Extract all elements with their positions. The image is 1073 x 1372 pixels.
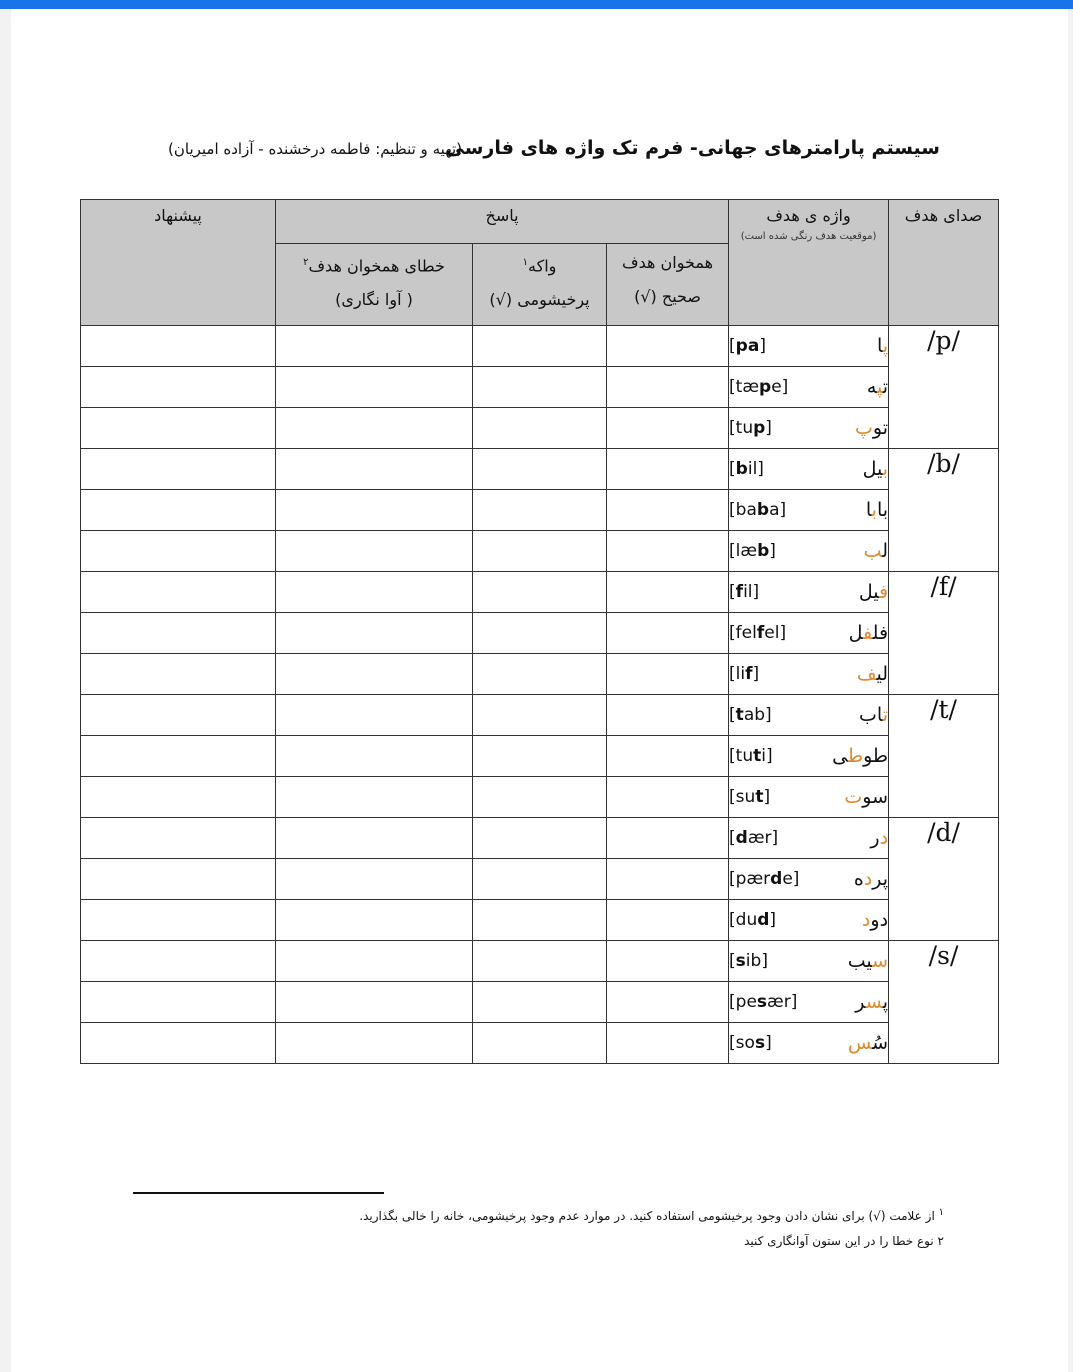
ipa-transcription: [læb] bbox=[729, 541, 776, 561]
target-word-cell bbox=[729, 736, 889, 777]
suggestion-cell[interactable] bbox=[81, 531, 276, 572]
target-word-cell bbox=[729, 941, 889, 982]
ipa-transcription: [baba] bbox=[729, 500, 787, 520]
form-credit: (تهیه و تنظیم: فاطمه درخشنده - آزاده امیریان) bbox=[168, 140, 463, 158]
persian-word bbox=[859, 581, 888, 603]
error-cell[interactable] bbox=[276, 326, 473, 367]
suggestion-cell[interactable] bbox=[81, 1023, 276, 1064]
ipa-transcription: [sut] bbox=[729, 787, 771, 807]
suggestion-cell[interactable] bbox=[81, 859, 276, 900]
ipa-target-segment: d bbox=[735, 828, 748, 848]
target-letter: پ bbox=[882, 335, 889, 357]
persian-word bbox=[857, 663, 888, 685]
target-letter: س bbox=[872, 950, 889, 972]
error-cell[interactable] bbox=[276, 695, 473, 736]
target-letter: ب bbox=[863, 540, 883, 562]
allophone-cell[interactable] bbox=[473, 736, 607, 777]
ipa-target-segment: s bbox=[756, 992, 768, 1012]
ipa-target-segment: b bbox=[756, 500, 770, 520]
target-sound-cell: /s/ bbox=[889, 941, 999, 1064]
target-letter: ط bbox=[847, 745, 864, 767]
allophone-cell[interactable] bbox=[473, 449, 607, 490]
word-part: ل bbox=[882, 540, 889, 562]
ipa-transcription: [fil] bbox=[729, 582, 760, 602]
table-row bbox=[81, 572, 999, 613]
word-part: سو bbox=[862, 786, 889, 808]
word-part: فل bbox=[872, 622, 889, 644]
word-part: ا bbox=[865, 499, 872, 521]
allophone-cell[interactable] bbox=[473, 326, 607, 367]
suggestion-cell[interactable] bbox=[81, 449, 276, 490]
ipa-segment: ær bbox=[747, 828, 772, 848]
suggestion-cell[interactable] bbox=[81, 777, 276, 818]
ipa-segment: ib bbox=[745, 951, 762, 971]
allophone-cell[interactable] bbox=[473, 900, 607, 941]
target-word-cell bbox=[729, 695, 889, 736]
target-word-cell bbox=[729, 531, 889, 572]
correct-cell[interactable] bbox=[607, 695, 729, 736]
ipa-target-segment: d bbox=[757, 910, 770, 930]
suggestion-cell[interactable] bbox=[81, 326, 276, 367]
target-word-cell bbox=[729, 777, 889, 818]
ipa-segment: e bbox=[782, 869, 793, 889]
suggestion-cell[interactable] bbox=[81, 941, 276, 982]
persian-word bbox=[863, 458, 888, 480]
ipa-segment: pe bbox=[735, 992, 757, 1012]
footnote-1: $^۱$ از علامت (√) برای نشان دادن وجود پرخیشومی استفاده کنید. در موارد عدم وجود پرخیشومی، خانه را خالی بگذارید. bbox=[359, 1207, 944, 1223]
persian-word bbox=[848, 950, 888, 972]
error-cell[interactable] bbox=[276, 408, 473, 449]
correct-cell[interactable] bbox=[607, 531, 729, 572]
word-part: طو bbox=[863, 745, 889, 767]
correct-cell[interactable] bbox=[607, 736, 729, 777]
error-cell[interactable] bbox=[276, 1023, 473, 1064]
suggestion-cell[interactable] bbox=[81, 736, 276, 777]
correct-cell[interactable] bbox=[607, 818, 729, 859]
error-cell[interactable] bbox=[276, 859, 473, 900]
target-word-cell bbox=[729, 408, 889, 449]
word-part: تو bbox=[872, 417, 889, 439]
ipa-segment: i bbox=[761, 746, 766, 766]
persian-word bbox=[855, 417, 888, 439]
col-allophone: واکه$^۱$ پرخیشومی (√) bbox=[473, 244, 607, 326]
table-row bbox=[81, 490, 999, 531]
ipa-transcription: [sos] bbox=[729, 1033, 772, 1053]
ipa-segment: il bbox=[747, 459, 758, 479]
word-part: ه bbox=[866, 376, 877, 398]
table-row bbox=[81, 408, 999, 449]
target-sound-cell: /d/ bbox=[889, 818, 999, 941]
assessment-table bbox=[80, 199, 999, 1064]
ipa-transcription: [tuti] bbox=[729, 746, 773, 766]
ipa-target-segment: b bbox=[735, 459, 748, 479]
target-word-cell bbox=[729, 900, 889, 941]
ipa-transcription: [felfel] bbox=[729, 623, 787, 643]
correct-cell[interactable] bbox=[607, 408, 729, 449]
col-target-word: واژه ی هدف (موقعیت هدف رنگی شده است) bbox=[729, 200, 889, 326]
target-letter: س bbox=[847, 1032, 873, 1054]
persian-word bbox=[844, 786, 888, 808]
correct-cell[interactable] bbox=[607, 367, 729, 408]
error-cell[interactable] bbox=[276, 613, 473, 654]
allophone-cell[interactable] bbox=[473, 408, 607, 449]
word-part: ه bbox=[853, 868, 864, 890]
table-row bbox=[81, 941, 999, 982]
table-row bbox=[81, 1023, 999, 1064]
footnote-separator bbox=[133, 1192, 384, 1194]
word-part: ل bbox=[848, 622, 864, 644]
word-part: ر bbox=[855, 991, 866, 1013]
ipa-target-segment: f bbox=[756, 623, 765, 643]
target-sound-cell: /p/ bbox=[889, 326, 999, 449]
target-word-cell bbox=[729, 326, 889, 367]
ipa-segment: pær bbox=[735, 869, 771, 889]
error-cell[interactable] bbox=[276, 736, 473, 777]
error-cell[interactable] bbox=[276, 654, 473, 695]
ipa-transcription: [tab] bbox=[729, 705, 772, 725]
table-row bbox=[81, 818, 999, 859]
suggestion-cell[interactable] bbox=[81, 818, 276, 859]
error-cell[interactable] bbox=[276, 531, 473, 572]
correct-cell[interactable] bbox=[607, 572, 729, 613]
suggestion-cell[interactable] bbox=[81, 572, 276, 613]
footnote-2: ۲ نوع خطا را در این ستون آوانگاری کنید bbox=[744, 1234, 944, 1248]
ipa-target-segment: d bbox=[770, 869, 783, 889]
word-part: ر bbox=[870, 827, 880, 849]
suggestion-cell[interactable] bbox=[81, 695, 276, 736]
correct-cell[interactable] bbox=[607, 613, 729, 654]
ipa-transcription: [sib] bbox=[729, 951, 768, 971]
word-part: پ bbox=[882, 991, 889, 1013]
persian-word bbox=[877, 335, 888, 357]
table-row bbox=[81, 326, 999, 367]
word-part: اب bbox=[859, 704, 883, 726]
table-row bbox=[81, 449, 999, 490]
ipa-target-segment: f bbox=[745, 664, 753, 684]
document-page bbox=[11, 9, 1068, 1372]
ipa-target-segment: p bbox=[759, 377, 772, 397]
ipa-transcription: [tup] bbox=[729, 418, 772, 438]
target-letter: ب bbox=[871, 499, 877, 521]
suggestion-cell[interactable] bbox=[81, 490, 276, 531]
target-letter: ت bbox=[844, 786, 863, 808]
word-part: سُ bbox=[872, 1032, 889, 1054]
persian-word bbox=[832, 745, 888, 767]
table-body bbox=[81, 326, 999, 1064]
ipa-transcription: [lif] bbox=[729, 664, 760, 684]
target-letter: د bbox=[861, 909, 871, 931]
allophone-cell[interactable] bbox=[473, 613, 607, 654]
col-response: پاسخ bbox=[276, 200, 729, 244]
target-word-cell bbox=[729, 572, 889, 613]
ipa-segment: e bbox=[771, 377, 782, 397]
allophone-cell[interactable] bbox=[473, 1023, 607, 1064]
ipa-segment: du bbox=[735, 910, 758, 930]
ipa-target-segment: f bbox=[735, 582, 744, 602]
col-error: خطای همخوان هدف$^۲$ ( آوا نگاری) bbox=[276, 244, 473, 326]
correct-cell[interactable] bbox=[607, 449, 729, 490]
ipa-segment: a bbox=[769, 500, 780, 520]
word-part: ا bbox=[876, 335, 883, 357]
persian-word bbox=[859, 704, 888, 726]
ipa-transcription: [pærde] bbox=[729, 869, 800, 889]
allophone-cell[interactable] bbox=[473, 859, 607, 900]
target-word-note: (موقعیت هدف رنگی شده است) bbox=[740, 231, 877, 242]
suggestion-cell[interactable] bbox=[81, 982, 276, 1023]
word-part: دو bbox=[870, 909, 889, 931]
ipa-transcription: [tæpe] bbox=[729, 377, 789, 397]
persian-word bbox=[855, 991, 888, 1013]
error-cell[interactable] bbox=[276, 490, 473, 531]
col-suggestion: پیشنهاد bbox=[81, 200, 276, 326]
ipa-segment: ab bbox=[743, 705, 766, 725]
correct-cell[interactable] bbox=[607, 859, 729, 900]
target-word-cell bbox=[729, 654, 889, 695]
ipa-target-segment: t bbox=[753, 746, 762, 766]
suggestion-cell[interactable] bbox=[81, 408, 276, 449]
correct-cell[interactable] bbox=[607, 1023, 729, 1064]
target-sound-cell: /f/ bbox=[889, 572, 999, 695]
table-row bbox=[81, 900, 999, 941]
error-cell[interactable] bbox=[276, 367, 473, 408]
target-sound-cell: /b/ bbox=[889, 449, 999, 572]
word-part: یب bbox=[847, 950, 873, 972]
target-word-cell bbox=[729, 449, 889, 490]
table-row bbox=[81, 654, 999, 695]
persian-word bbox=[849, 622, 888, 644]
allophone-cell[interactable] bbox=[473, 572, 607, 613]
word-part: ی bbox=[832, 745, 848, 767]
suggestion-cell[interactable] bbox=[81, 613, 276, 654]
correct-cell[interactable] bbox=[607, 654, 729, 695]
allophone-cell[interactable] bbox=[473, 777, 607, 818]
ipa-target-segment: p bbox=[753, 418, 766, 438]
target-letter: ف bbox=[856, 663, 877, 685]
target-word-cell bbox=[729, 490, 889, 531]
ipa-transcription: [pa] bbox=[729, 336, 766, 356]
correct-cell[interactable] bbox=[607, 982, 729, 1023]
ipa-segment: il bbox=[743, 582, 753, 602]
word-part: ت bbox=[882, 376, 889, 398]
word-part: با bbox=[876, 499, 889, 521]
allophone-cell[interactable] bbox=[473, 367, 607, 408]
target-letter: پ bbox=[877, 376, 883, 398]
target-word-cell bbox=[729, 982, 889, 1023]
ipa-segment: tæ bbox=[735, 377, 760, 397]
ipa-segment: el bbox=[764, 623, 780, 643]
correct-cell[interactable] bbox=[607, 941, 729, 982]
form-title: سیستم پارامترهای جهانی- فرم تک واژه های فارسی bbox=[445, 137, 940, 159]
table-row bbox=[81, 613, 999, 654]
ipa-segment: læ bbox=[735, 541, 758, 561]
ipa-target-segment: s bbox=[735, 951, 746, 971]
col-target-sound: صدای هدف bbox=[889, 200, 999, 326]
correct-cell[interactable] bbox=[607, 490, 729, 531]
table-row bbox=[81, 982, 999, 1023]
ipa-segment: so bbox=[735, 1033, 755, 1053]
target-letter: پ bbox=[855, 417, 873, 439]
ipa-transcription: [dær] bbox=[729, 828, 779, 848]
allophone-cell[interactable] bbox=[473, 531, 607, 572]
target-sound-cell: /t/ bbox=[889, 695, 999, 818]
correct-cell[interactable] bbox=[607, 900, 729, 941]
error-cell[interactable] bbox=[276, 900, 473, 941]
persian-word bbox=[848, 1032, 888, 1054]
target-letter: د bbox=[879, 827, 889, 849]
error-cell[interactable] bbox=[276, 572, 473, 613]
table-row bbox=[81, 367, 999, 408]
col-correct: همخوان هدف صحیح (√) bbox=[607, 244, 729, 326]
error-cell[interactable] bbox=[276, 777, 473, 818]
ipa-transcription: [pesær] bbox=[729, 992, 798, 1012]
target-letter: ب bbox=[882, 458, 889, 480]
target-word-cell bbox=[729, 367, 889, 408]
ipa-segment: tu bbox=[735, 418, 754, 438]
persian-word bbox=[854, 868, 888, 890]
ipa-segment: su bbox=[735, 787, 756, 807]
suggestion-cell[interactable] bbox=[81, 367, 276, 408]
correct-cell[interactable] bbox=[607, 326, 729, 367]
ipa-segment: tu bbox=[735, 746, 754, 766]
target-letter: س bbox=[865, 991, 883, 1013]
target-letter: ت bbox=[882, 704, 889, 726]
ipa-target-segment: t bbox=[735, 705, 744, 725]
ipa-target-segment: t bbox=[755, 787, 764, 807]
error-cell[interactable] bbox=[276, 941, 473, 982]
allophone-cell[interactable] bbox=[473, 654, 607, 695]
persian-word bbox=[867, 376, 888, 398]
top-accent-bar bbox=[0, 0, 1073, 9]
target-word-cell bbox=[729, 818, 889, 859]
ipa-target-segment: pa bbox=[735, 336, 760, 356]
target-word-cell bbox=[729, 859, 889, 900]
target-letter: ف bbox=[863, 622, 873, 644]
error-cell[interactable] bbox=[276, 818, 473, 859]
suggestion-cell[interactable] bbox=[81, 900, 276, 941]
table-row bbox=[81, 859, 999, 900]
word-part: یل bbox=[858, 581, 879, 603]
ipa-segment: ær bbox=[767, 992, 791, 1012]
persian-word bbox=[866, 499, 888, 521]
target-letter: ف bbox=[878, 581, 889, 603]
allophone-cell[interactable] bbox=[473, 941, 607, 982]
table-row bbox=[81, 777, 999, 818]
persian-word bbox=[870, 827, 888, 849]
word-part: پر bbox=[872, 868, 889, 890]
ipa-segment: li bbox=[735, 664, 746, 684]
error-cell[interactable] bbox=[276, 449, 473, 490]
ipa-transcription: [dud] bbox=[729, 910, 777, 930]
word-part: یل bbox=[862, 458, 883, 480]
allophone-cell[interactable] bbox=[473, 695, 607, 736]
persian-word bbox=[862, 909, 888, 931]
target-letter: د bbox=[863, 868, 873, 890]
correct-cell[interactable] bbox=[607, 777, 729, 818]
ipa-target-segment: s bbox=[754, 1033, 766, 1053]
target-word-cell bbox=[729, 1023, 889, 1064]
persian-word bbox=[864, 540, 888, 562]
ipa-segment: fel bbox=[735, 623, 757, 643]
ipa-segment: ba bbox=[735, 500, 757, 520]
ipa-transcription: [bil] bbox=[729, 459, 764, 479]
suggestion-cell[interactable] bbox=[81, 654, 276, 695]
ipa-target-segment: b bbox=[757, 541, 770, 561]
word-part: لی bbox=[876, 663, 889, 685]
target-word-cell bbox=[729, 613, 889, 654]
allophone-cell[interactable] bbox=[473, 490, 607, 531]
table-row bbox=[81, 736, 999, 777]
table-row bbox=[81, 695, 999, 736]
table-row bbox=[81, 531, 999, 572]
error-cell[interactable] bbox=[276, 982, 473, 1023]
allophone-cell[interactable] bbox=[473, 982, 607, 1023]
allophone-cell[interactable] bbox=[473, 818, 607, 859]
